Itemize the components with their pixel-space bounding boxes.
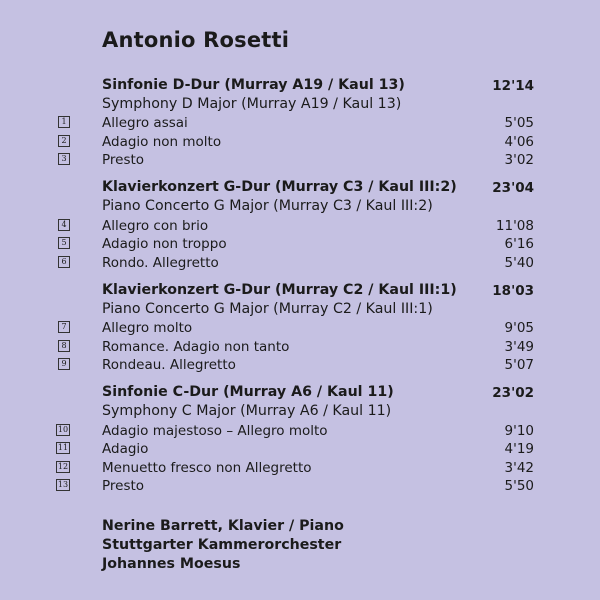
track-row xyxy=(0,459,600,477)
composer-name: Antonio Rosetti xyxy=(102,28,290,52)
track-duration: 4'06 xyxy=(504,134,534,150)
track-duration: 5'07 xyxy=(504,357,534,373)
track-number: 1 xyxy=(58,116,70,128)
track-title: Presto xyxy=(102,478,145,494)
track-row xyxy=(0,477,600,495)
track-row xyxy=(0,319,600,337)
performers-credits xyxy=(102,517,344,574)
work-total-duration: 23'04 xyxy=(492,180,534,196)
work-total-duration: 18'03 xyxy=(492,283,534,299)
track-number: 12 xyxy=(57,462,69,471)
performer-orchestra: Stuttgarter Kammerorchester xyxy=(102,537,342,553)
track-number: 10 xyxy=(57,425,69,434)
track-title: Menuetto fresco non Allegretto xyxy=(102,460,312,476)
track-title: Adagio non troppo xyxy=(102,236,227,252)
track-duration: 5'50 xyxy=(504,478,534,494)
track-title: Rondeau. Allegretto xyxy=(102,357,236,373)
track-duration: 6'16 xyxy=(504,236,534,252)
work-title-en: Symphony D Major (Murray A19 / Kaul 13) xyxy=(102,96,402,112)
track-row xyxy=(0,356,600,374)
track-title: Adagio xyxy=(102,441,149,457)
track-duration: 9'10 xyxy=(504,423,534,439)
work-title-de: Klavierkonzert G-Dur (Murray C2 / Kaul III:1) xyxy=(102,282,457,298)
track-title: Adagio non molto xyxy=(102,134,222,150)
track-number: 4 xyxy=(58,219,70,231)
track-duration: 4'19 xyxy=(504,441,534,457)
performer-soloist: Nerine Barrett, Klavier / Piano xyxy=(102,518,344,534)
work-title-en: Piano Concerto G Major (Murray C2 / Kaul III:1) xyxy=(102,301,433,317)
track-title: Rondo. Allegretto xyxy=(102,255,219,271)
track-number: 7 xyxy=(58,321,70,333)
track-title: Allegro molto xyxy=(102,320,193,336)
work-total-duration: 23'02 xyxy=(492,385,534,401)
track-number: 11 xyxy=(57,443,69,452)
track-duration: 3'42 xyxy=(504,460,534,476)
track-row xyxy=(0,440,600,458)
track-duration: 3'49 xyxy=(504,339,534,355)
track-title: Allegro con brio xyxy=(102,218,209,234)
work-title-de: Klavierkonzert G-Dur (Murray C3 / Kaul III:2) xyxy=(102,179,457,195)
track-title: Presto xyxy=(102,152,145,168)
work-title-de: Sinfonie C-Dur (Murray A6 / Kaul 11) xyxy=(102,384,394,400)
track-title: Allegro assai xyxy=(102,115,188,131)
track-number: 2 xyxy=(58,135,70,147)
track-row xyxy=(0,338,600,356)
track-row xyxy=(0,151,600,169)
track-duration: 5'40 xyxy=(504,255,534,271)
work-title-en: Symphony C Major (Murray A6 / Kaul 11) xyxy=(102,403,392,419)
track-number: 13 xyxy=(57,480,69,489)
track-row xyxy=(0,114,600,132)
track-number: 6 xyxy=(58,256,70,268)
track-number: 5 xyxy=(58,237,70,249)
work-title-de: Sinfonie D-Dur (Murray A19 / Kaul 13) xyxy=(102,77,405,93)
track-row xyxy=(0,235,600,253)
track-row xyxy=(0,254,600,272)
work-total-duration: 12'14 xyxy=(492,78,534,94)
work-title-en: Piano Concerto G Major (Murray C3 / Kaul III:2) xyxy=(102,198,433,214)
track-title: Adagio majestoso – Allegro molto xyxy=(102,423,328,439)
track-number: 9 xyxy=(58,358,70,370)
track-number: 8 xyxy=(58,340,70,352)
track-duration: 9'05 xyxy=(504,320,534,336)
track-title: Romance. Adagio non tanto xyxy=(102,339,290,355)
track-row xyxy=(0,133,600,151)
track-duration: 11'08 xyxy=(495,218,534,234)
track-row xyxy=(0,422,600,440)
performer-conductor: Johannes Moesus xyxy=(102,556,241,572)
track-number: 3 xyxy=(58,153,70,165)
track-duration: 3'02 xyxy=(504,152,534,168)
track-duration: 5'05 xyxy=(504,115,534,131)
track-row xyxy=(0,217,600,235)
